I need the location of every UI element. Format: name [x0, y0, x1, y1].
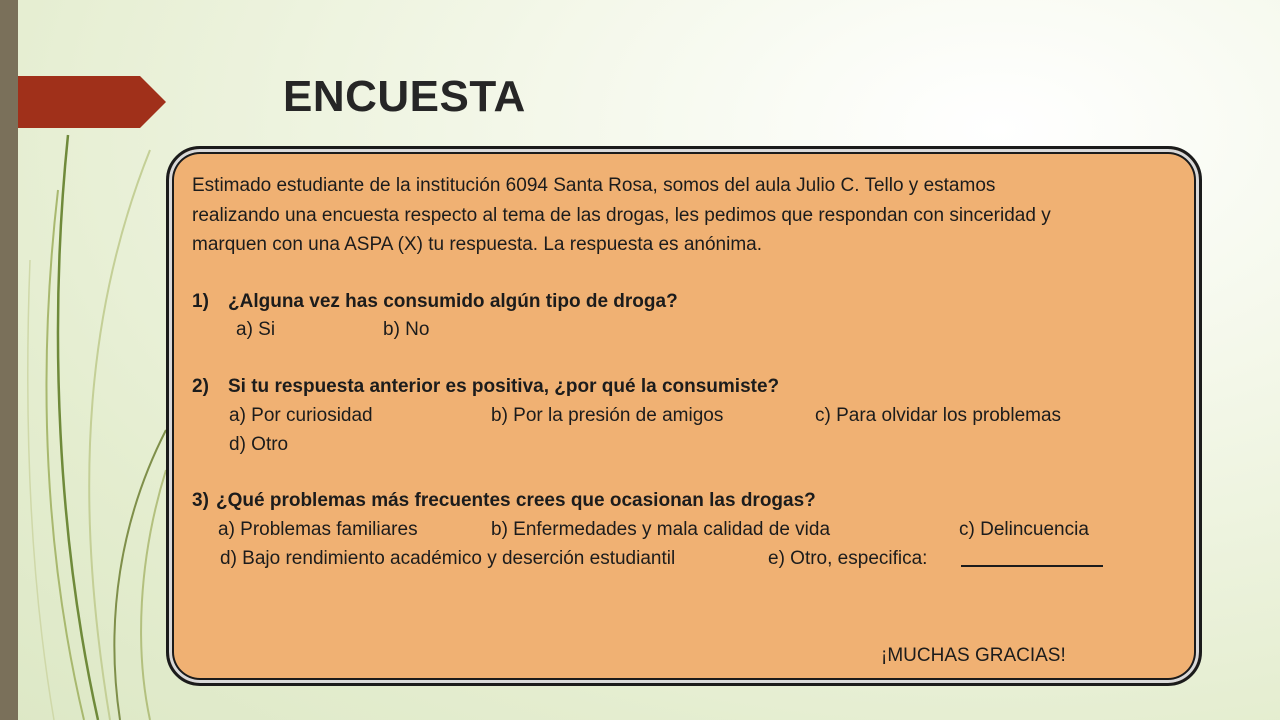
intro-line-2: realizando una encuesta respecto al tema de las drogas, les pedimos que respondan con sinceridad y [192, 205, 1051, 226]
title-accent-arrow [0, 0, 170, 128]
q3-option-e: e) Otro, especifica: [768, 548, 928, 569]
intro-line-1: Estimado estudiante de la institución 6094 Santa Rosa, somos del aula Julio C. Tello y estamos [192, 175, 996, 196]
question-3-text: ¿Qué problemas más frecuentes crees que ocasionan las drogas? [216, 490, 816, 511]
q2-option-d: d) Otro [229, 434, 289, 455]
q3-option-a: a) Problemas familiares [218, 519, 418, 540]
intro-line-3: marquen con una ASPA (X) tu respuesta. La respuesta es anónima. [192, 234, 762, 255]
q1-option-b: b) No [383, 319, 430, 340]
question-3-number: 3) [192, 490, 209, 511]
q3-option-c: c) Delincuencia [959, 519, 1089, 540]
q2-option-a: a) Por curiosidad [229, 405, 373, 426]
q3-specify-blank[interactable] [961, 549, 1103, 571]
q3-option-b: b) Enfermedades y mala calidad de vida [491, 519, 831, 540]
question-1-number: 1) [192, 291, 209, 312]
q2-option-b: b) Por la presión de amigos [491, 405, 724, 426]
q3-option-d: d) Bajo rendimiento académico y deserción estudiantil [220, 548, 676, 569]
question-2-number: 2) [192, 376, 209, 397]
closing-thanks: ¡MUCHAS GRACIAS! [881, 645, 1066, 666]
question-2-text: Si tu respuesta anterior es positiva, ¿por qué la consumiste? [228, 376, 780, 397]
q2-option-c: c) Para olvidar los problemas [815, 405, 1062, 426]
slide-title: ENCUESTA [283, 72, 526, 121]
q1-option-a: a) Si [236, 319, 276, 340]
question-1-text: ¿Alguna vez has consumido algún tipo de droga? [228, 291, 678, 312]
